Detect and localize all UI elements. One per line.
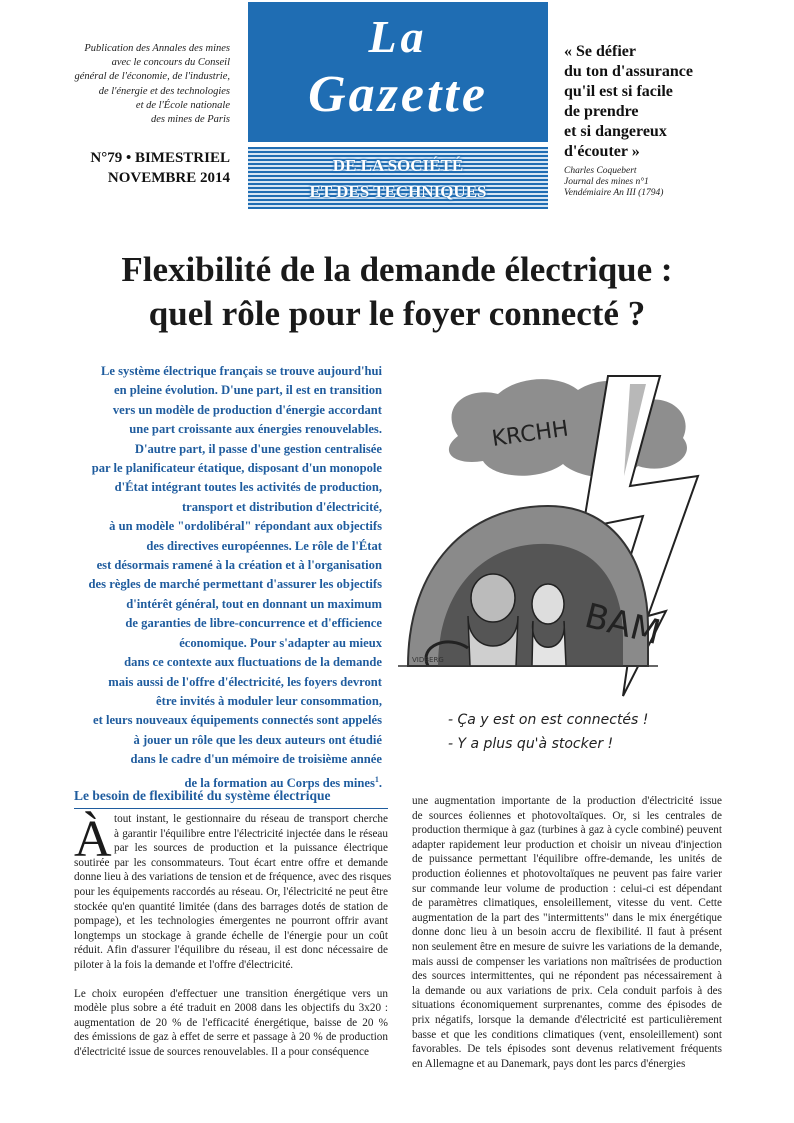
article-title xyxy=(40,248,754,336)
publication-info-line: avec le concours du Conseil xyxy=(111,57,230,69)
body-line: Le choix européen d'effectuer une transition énergétique vers un xyxy=(74,987,388,1000)
cartoon-caption-2: - Y a plus qu'à stocker ! xyxy=(448,736,614,752)
body-line: de paramètres climatiques, ensoleillement, vitesse du vent. Cette xyxy=(412,897,722,910)
body-line: soutirée par les consommateurs. Tout écart entre offre et demande xyxy=(74,856,388,869)
intro-line: vers un modèle de production d'énergie accordant xyxy=(112,402,382,417)
intro-line: D'autre part, il passe d'une gestion centralisée xyxy=(134,441,382,456)
body-line: tout instant, le gestionnaire du réseau de transport cherche xyxy=(114,813,388,825)
cartoon-caption-1: - Ça y est on est connectés ! xyxy=(448,712,649,728)
intro-line: de la formation au Corps des mines$^1$. xyxy=(184,774,382,790)
caveman-head xyxy=(471,574,515,622)
intro-line: transport et distribution d'électricité, xyxy=(181,499,382,514)
intro-line: d'État intégrant toutes les activités de production, xyxy=(114,480,382,495)
body-line: pompage), et les technologies émergentes ne pourront offrir avant xyxy=(74,915,388,928)
body-line: sur commande leur volume de production : celui-ci est dépendant xyxy=(412,882,722,895)
epigraph-quote xyxy=(564,42,779,162)
body-paragraph-1 xyxy=(74,812,392,973)
section-heading: Le besoin de flexibilité du système électrique xyxy=(74,788,331,803)
publication-info-line: général de l'économie, de l'industrie, xyxy=(74,71,230,83)
body-line: à garantir l'équilibre entre l'électricité injectée dans le réseau xyxy=(114,827,388,840)
body-line: prix négatifs, lorsque la demande d'électricité est particulièrement xyxy=(412,1013,722,1026)
footnote-marker: 1 xyxy=(374,774,379,784)
quote-line: « Se défier xyxy=(564,43,636,60)
body-line: mais aussi de compenser les variations non maîtrisées de production xyxy=(412,955,722,968)
body-line: en Allemagne et au Danemark, pays dont les parcs d'énergies xyxy=(412,1057,686,1070)
intro-line: mais aussi de l'offre d'électricité, les foyers devront xyxy=(108,674,382,689)
intro-line: des règles de marché permettant d'assurer les objectifs xyxy=(88,577,382,592)
body-line: basse et que les conditions climatiques (vent, ensoleillement) sont xyxy=(412,1028,722,1041)
intro-line: dans ce contexte aux fluctuations de la demande xyxy=(124,655,382,670)
masthead-la: La xyxy=(368,11,428,62)
body-line: de puissance permettant l'équilibre offre-demande, les unités de xyxy=(412,853,722,866)
drop-cap: À xyxy=(74,811,112,868)
body-line: d'électricité issue de sources renouvelables. Il a pour conséquence xyxy=(74,1045,369,1058)
masthead-gazette: Gazette xyxy=(308,66,488,123)
quote-line: du ton d'assurance xyxy=(564,63,693,80)
issue-info xyxy=(40,148,230,188)
intro-line: est désormais ramené à la création et à l'organisation xyxy=(96,558,382,573)
intro-line: à un modèle "ordolibéral" répondant aux objectifs xyxy=(109,519,382,534)
body-line: une augmentation importante de la production d'électricité issue xyxy=(412,795,722,807)
publication-info-line: de l'énergie et des technologies xyxy=(98,85,230,97)
intro-line: d'intérêt général, tout en donnant un maximum xyxy=(126,596,382,611)
body-line: donne donc lieu à un besoin accru de flexibilité. Il faut à présent xyxy=(412,926,722,939)
quote-line: de prendre xyxy=(564,103,639,120)
intro-line: par le planificateur étatique, disposant d'un monopole xyxy=(91,461,382,476)
body-line: modèle plus sobre a été traduit en 2008 dans les objectifs du 3x20 : xyxy=(74,1002,388,1015)
citation-line: Journal des mines n°1 xyxy=(564,177,649,187)
body-line: stockée qu'en quantité limitée (dans des barrages dotés de station de xyxy=(74,900,388,913)
body-line: des émissions de gaz à effet de serre et passage à 20 % de production xyxy=(74,1031,388,1044)
article-intro xyxy=(60,362,382,793)
article-title-line2: quel rôle pour le foyer connecté ? xyxy=(148,294,646,333)
publication-info-line: des mines de Paris xyxy=(150,114,230,126)
body-line: réduit. Afin d'assurer l'équilibre du réseau, il est donc nécessaire de xyxy=(74,944,388,957)
masthead-subtitle-line1: DE LA SOCIÉTÉ xyxy=(332,156,464,175)
intro-line: à jouer un rôle que les deux auteurs ont étudié xyxy=(133,732,382,747)
quote-line: qu'il est si facile xyxy=(564,83,673,100)
issue-date: NOVEMBRE 2014 xyxy=(107,170,230,186)
sound-bam: BAM xyxy=(580,595,665,654)
artist-signature: VIDBERG xyxy=(412,656,444,664)
body-line: favorables. De tels épisodes sont devenus relativement fréquents xyxy=(412,1043,722,1056)
sound-krchh: KRCHH xyxy=(490,416,571,452)
intro-line: dans le cadre d'un mémoire de troisième année xyxy=(130,752,382,767)
body-line: augmentation de la part des "intermittents" dans le mix énergétique xyxy=(412,911,722,924)
intro-line: être invités à moduler leur consommation, xyxy=(156,693,382,708)
body-line: donne lieu à des variations de tension et de fréquence, avec des risques xyxy=(74,871,392,884)
intro-line: de garanties de libre-concurrence et d'efficience xyxy=(125,616,382,631)
body-line: par les sources de production et la puissance électrique xyxy=(114,842,388,855)
body-line: production éoliennes et photovoltaïques ne peuvent pas faire varier xyxy=(412,867,722,880)
masthead-logo xyxy=(248,2,548,142)
citation-line: Vendémiaire An III (1794) xyxy=(564,188,664,198)
body-line: pour les équipements raccordés au réseau. Or, l'électricité ne peut être xyxy=(74,885,388,898)
publication-info-line: et de l'École nationale xyxy=(135,99,230,111)
intro-line: Le système électrique français se trouve aujourd'hui xyxy=(101,364,382,378)
body-line: de sources éoliennes et photovoltaïques. Or, si les centrales de xyxy=(412,809,722,822)
body-line: piloter à la fois la demande et l'offre d'électricité. xyxy=(74,958,294,971)
intro-line: et leurs nouveaux équipements connectés sont appelés xyxy=(93,713,382,728)
cavewoman-head xyxy=(532,584,564,624)
intro-line: des directives européennes. Le rôle de l'État xyxy=(146,538,382,553)
body-line: des sources intermittentes, qui ne répondent pas nécessairement à xyxy=(412,970,722,983)
issue-number: N°79 • BIMESTRIEL xyxy=(90,150,230,166)
body-line: la demande ou aux variations de prix. Cela conduit parfois à des xyxy=(412,984,722,997)
body-column-right xyxy=(412,794,722,1071)
body-column-left xyxy=(74,811,392,1060)
body-line: adapter rapidement leur production et choisir un niveau d'injection xyxy=(412,838,722,851)
body-line: augmentation de 20 % de l'efficacité énergétique, baisse de 20 % xyxy=(74,1016,388,1029)
intro-line: économique. Pour s'adapter au mieux xyxy=(179,635,382,650)
body-line: situations économiquement surprenantes, comme des épisodes de xyxy=(412,999,722,1012)
intro-line: une part croissante aux énergies renouvelables. xyxy=(129,422,382,437)
masthead-subtitle-band xyxy=(248,147,548,209)
citation-line: Charles Coquebert xyxy=(564,166,637,176)
quote-line: d'écouter » xyxy=(564,143,640,160)
body-line: non seulement être en mesure de suivre les variations de la demande, xyxy=(412,940,722,953)
cartoon-illustration xyxy=(398,366,758,762)
epigraph-citation xyxy=(564,166,779,199)
article-title-line1: Flexibilité de la demande électrique : xyxy=(121,250,673,289)
masthead-subtitle-line2: ET DES TECHNIQUES xyxy=(309,182,487,201)
quote-line: et si dangereux xyxy=(564,123,667,140)
intro-line: en pleine évolution. D'une part, il est en transition xyxy=(114,383,382,398)
publication-info-line: Publication des Annales des mines xyxy=(84,43,230,54)
body-line: production thermique à gaz (turbines à gaz à cycle combiné) peuvent xyxy=(412,824,722,837)
body-line: longtemps un stockage à grande échelle de l'énergie pour un coût xyxy=(74,929,388,942)
section-rule xyxy=(74,808,388,809)
body-paragraph-2 xyxy=(74,987,388,1060)
publication-info xyxy=(40,42,230,127)
